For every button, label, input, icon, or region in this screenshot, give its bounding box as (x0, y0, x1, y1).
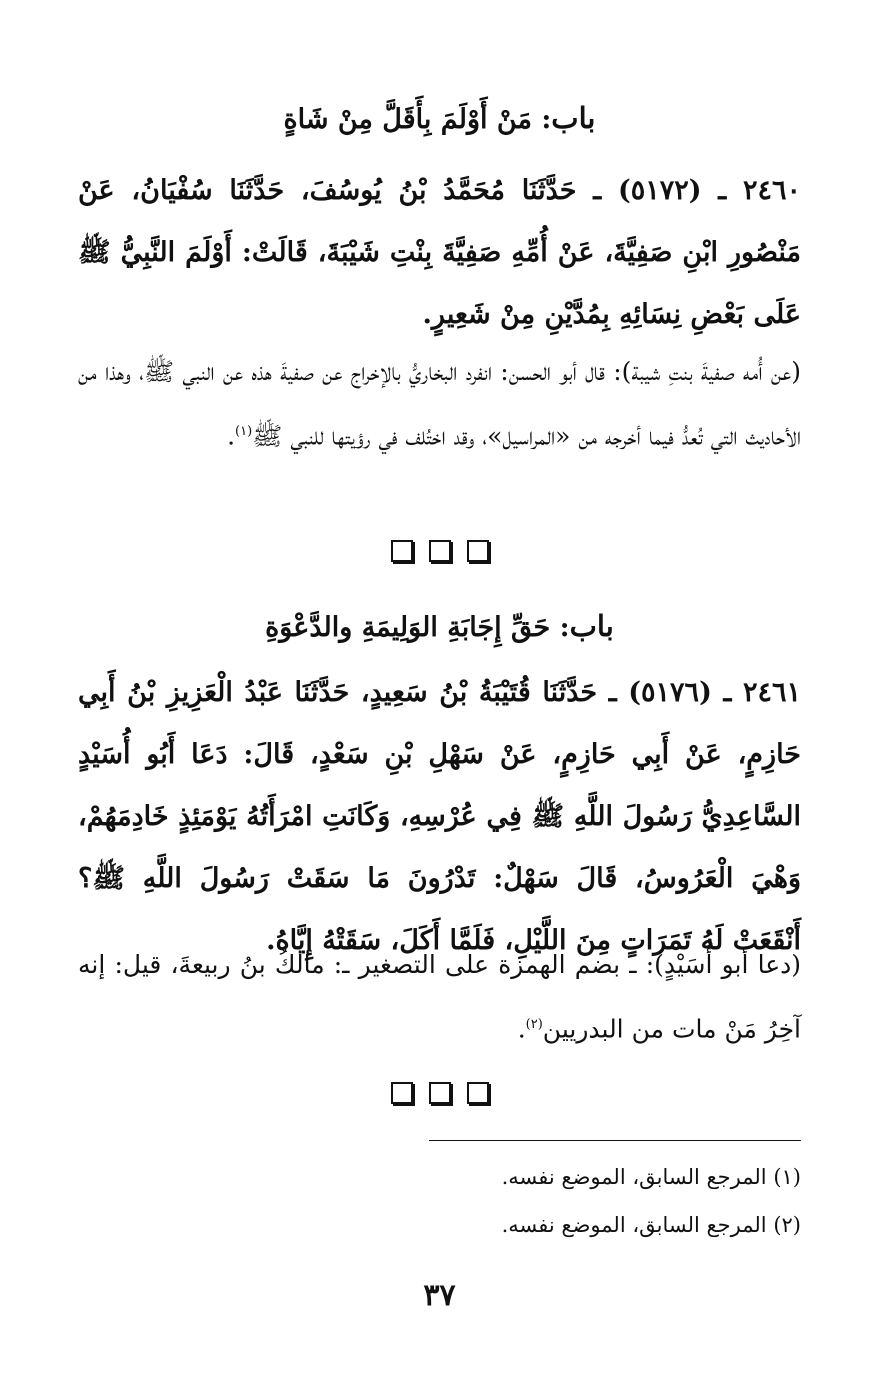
footnote-text: المرجع السابق، الموضع نفسه. (501, 1213, 767, 1237)
commentary-text: (عن أُمه صفيةَ بنتِ شيبة): قال أبو الحسن: انفرد البخاريُّ بالإخراج عن صفيةَ هذه عن النبي ﷺ، وهذا من الأحاديث التي تُعدُّ فيما أخرجه من «المراسيل»، وقد اختُلف في رؤيتها للنبي ﷺ (78, 357, 801, 451)
hadith-text: حَدَّثَنَا مُحَمَّدُ بْنُ يُوسُفَ، حَدَّثَنَا سُفْيَانُ، عَنْ مَنْصُورِ ابْنِ صَفِيَّةَ، عَنْ أُمِّهِ صَفِيَّةَ بِنْتِ شَيْبَةَ، قَالَتْ: أَوْلَمَ النَّبِيُّ ﷺ عَلَى بَعْضِ نِسَائِهِ بِمُدَّيْنِ مِنْ شَعِيرٍ. (78, 175, 801, 330)
footnote-2 (78, 1210, 801, 1240)
chapter-heading-1 (78, 98, 801, 140)
square-ornament-icon (467, 1082, 489, 1104)
hadith-text: حَدَّثَنَا قُتَيْبَةُ بْنُ سَعِيدٍ، حَدَّثَنَا عَبْدُ الْعَزِيزِ بْنُ أَبِي حَازِمٍ، عَنْ أَبِي حَازِمٍ، عَنْ سَهْلِ بْنِ سَعْدٍ، قَالَ: دَعَا أَبُو أُسَيْدٍ السَّاعِدِيُّ رَسُولَ اللَّهِ ﷺ فِي عُرْسِهِ، وَكَانَتِ امْرَأَتُهُ يَوْمَئِذٍ خَادِمَهُمْ، وَهْيَ الْعَرُوسُ، قَالَ سَهْلٌ: تَدْرُونَ مَا سَقَتْ رَسُولَ اللَّهِ ﷺ؟ أَنْقَعَتْ لَهُ تَمَرَاتٍ مِنَ اللَّيْلِ، فَلَمَّا أَكَلَ، سَقَتْهُ إِيَّاهُ. (78, 677, 801, 956)
chapter-heading-2 (78, 606, 801, 648)
square-ornament-icon (429, 1082, 451, 1104)
chapter-label: باب (551, 101, 596, 135)
chapter-label: باب (569, 609, 614, 643)
square-ornament-icon (467, 540, 489, 562)
section-separator (0, 540, 879, 562)
commentary-1: (عن أُمه صفيةَ بنتِ شيبة): قال أبو الحسن: انفرد البخاريُّ بالإخراج عن صفيةَ هذه عن النبي ﷺ، وهذا من الأحاديث التي تُعدُّ فيما أخرجه من «المراسيل»، وقد اختُلف في رؤيتها للنبي ﷺ$^{(١)}$. (78, 357, 801, 451)
commentary-2: (دعا أبو أُسَيْدٍ): ـ بضم الهمزة على التصغير ـ: مالكُ بنُ ربيعةَ، قيل: إنه آخِرُ مَنْ مات من البدريين$^{(٢)}$. (78, 950, 801, 1044)
page-number: ٣٧ (423, 1278, 456, 1313)
square-ornament-icon (391, 540, 413, 562)
footnote-number: (١) (773, 1165, 801, 1189)
footnote-ref-1[interactable]: (١) (235, 424, 253, 439)
hadith-number: ٢٤٦٠ ـ (٥١٧٢) ـ (593, 175, 801, 206)
square-ornament-icon (391, 1082, 413, 1104)
footnote-number: (٢) (773, 1213, 801, 1237)
commentary-text: (دعا أبو أُسَيْدٍ): ـ بضم الهمزة على التصغير ـ: مالكُ بنُ ربيعةَ، قيل: إنه آخِرُ مَنْ مات من البدريين (78, 950, 801, 1044)
hadith-2460 (78, 160, 801, 346)
section-separator (0, 1082, 879, 1104)
footnote-1 (78, 1162, 801, 1192)
hadith-2461 (78, 662, 801, 972)
footnote-divider (429, 1140, 801, 1141)
chapter-title: : حَقِّ إِجَابَةِ الوَلِيمَةِ والدَّعْوَةِ (265, 612, 570, 643)
chapter-title: : مَنْ أَوْلَمَ بِأَقَلَّ مِنْ شَاةٍ (283, 104, 552, 135)
footnote-ref-2[interactable]: (٢) (525, 1017, 543, 1032)
square-ornament-icon (429, 540, 451, 562)
footnote-text: المرجع السابق، الموضع نفسه. (501, 1165, 767, 1189)
hadith-number: ٢٤٦١ ـ (٥١٧٦) ـ (608, 677, 801, 708)
